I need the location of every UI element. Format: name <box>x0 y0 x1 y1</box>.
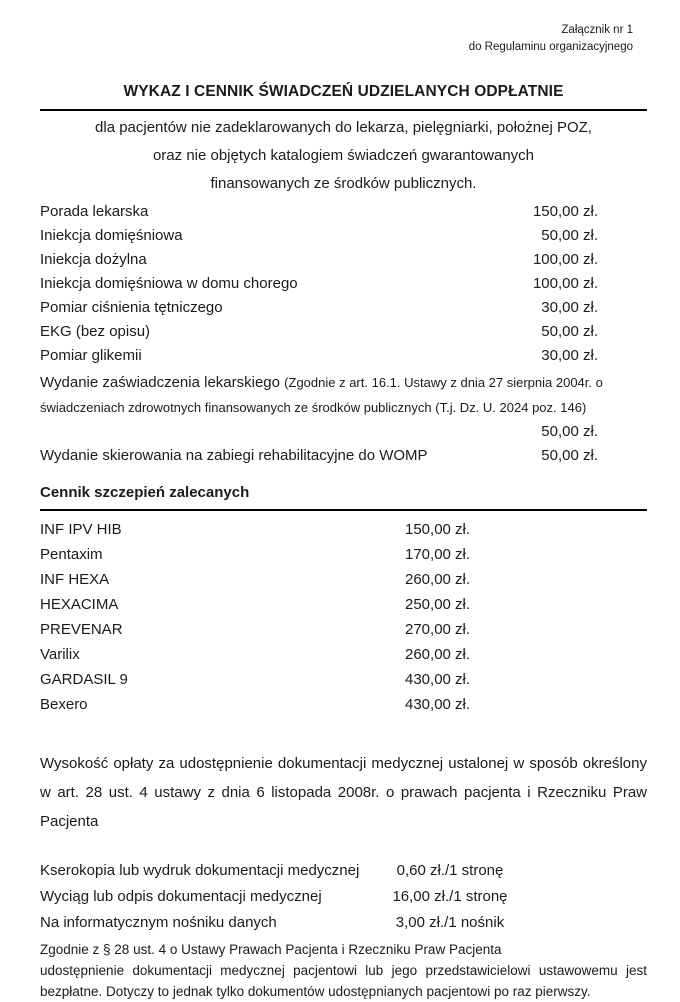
certificate-label: Wydanie zaświadczenia lekarskiego <box>40 374 280 391</box>
document-content <box>40 0 647 1002</box>
service-label: Iniekcja domięśniowa <box>40 227 183 244</box>
fee-price: 3,00 zł./1 nośnik <box>395 914 505 931</box>
service-price: 100,00 zł. <box>532 251 598 268</box>
vaccine-price: 170,00 zł. <box>405 546 471 563</box>
vaccine-row <box>40 692 647 717</box>
attachment-annotation <box>40 0 647 56</box>
vaccine-price: 150,00 zł. <box>405 521 471 538</box>
fee-row <box>40 858 647 884</box>
service-price: 30,00 zł. <box>541 299 598 316</box>
service-row <box>40 248 647 272</box>
vaccine-price: 430,00 zł. <box>405 696 471 713</box>
fee-label: Kserokopia lub wydruk dokumentacji medycznej <box>40 862 360 879</box>
document-subtitle <box>40 114 647 198</box>
referral-row <box>40 444 647 468</box>
vaccine-label: INF HEXA <box>40 571 110 588</box>
fee-row <box>40 884 647 910</box>
referral-label: Wydanie skierowania na zabiegi rehabilitacyjne do WOMP <box>40 447 428 464</box>
fee-price: 16,00 zł./1 stronę <box>392 888 508 905</box>
vaccine-row <box>40 667 647 692</box>
documentation-fee-paragraph: Wysokość opłaty za udostępnienie dokumentacji medycznej ustalonej w sposób określony w art. 28 ust. 4 ustawy z dnia 6 listopada 2008r. o prawach pacjenta i Rzeczniku Praw Pacjenta <box>40 755 647 830</box>
footnote-body: udostępnienie dokumentacji medycznej pacjentowi lub jego przedstawicielowi ustawowemu jest bezpłatne. Dotyczy to jednak tylko dokumentów udostępnianych pacjentowi po raz pierwszy. <box>40 963 647 999</box>
vaccine-label: GARDASIL 9 <box>40 671 128 688</box>
vaccine-label: Pentaxim <box>40 546 103 563</box>
certificate-entry <box>40 370 647 420</box>
document-title: WYKAZ I CENNIK ŚWIADCZEŃ UDZIELANYCH ODPŁATNIE <box>40 82 647 111</box>
service-price: 50,00 zł. <box>541 227 598 244</box>
service-label: Iniekcja domięśniowa w domu chorego <box>40 275 298 292</box>
subtitle-line: finansowanych ze środków publicznych. <box>210 175 477 192</box>
service-price: 150,00 zł. <box>532 203 598 220</box>
vaccine-price: 250,00 zł. <box>405 596 471 613</box>
service-label: Pomiar ciśnienia tętniczego <box>40 299 223 316</box>
vaccine-row <box>40 567 647 592</box>
vaccine-row <box>40 617 647 642</box>
subtitle-line: oraz nie objętych katalogiem świadczeń gwarantowanych <box>152 147 535 164</box>
referral-price: 50,00 zł. <box>541 447 598 464</box>
service-price: 50,00 zł. <box>541 323 598 340</box>
documentation-fee-list <box>40 858 647 936</box>
vaccine-row <box>40 542 647 567</box>
service-label: Porada lekarska <box>40 203 149 220</box>
fee-label: Na informatycznym nośniku danych <box>40 914 277 931</box>
certificate-price-line <box>40 420 647 444</box>
subtitle-line: dla pacjentów nie zadeklarowanych do lekarza, pielęgniarki, położnej POZ, <box>95 119 592 136</box>
service-row <box>40 272 647 296</box>
services-price-list <box>40 200 647 368</box>
service-label: Pomiar glikemii <box>40 347 142 364</box>
vaccine-label: Bexero <box>40 696 88 713</box>
vaccine-price: 260,00 zł. <box>405 646 471 663</box>
service-row <box>40 200 647 224</box>
footnote-reference-line: Zgodnie z § 28 ust. 4 o Ustawy Prawach Pacjenta i Rzeczniku Praw Pacjenta <box>40 942 502 957</box>
fee-label: Wyciąg lub odpis dokumentacji medycznej <box>40 888 322 905</box>
vaccine-label: HEXACIMA <box>40 596 119 613</box>
fee-price: 0,60 zł./1 stronę <box>396 862 504 879</box>
vaccine-row <box>40 592 647 617</box>
attachment-reference: do Regulaminu organizacyjnego <box>468 41 633 53</box>
vaccine-row <box>40 642 647 667</box>
certificate-legal-note: (Zgodnie z art. 16.1. Ustawy z dnia 27 sierpnia 2004r. o świadczeniach zdrowotnych finansowanych ze środków publicznych (T.j. Dz. U. 2024 poz. 146) <box>40 375 603 415</box>
fee-row <box>40 910 647 936</box>
service-price: 30,00 zł. <box>541 347 598 364</box>
vaccine-price: 430,00 zł. <box>405 671 471 688</box>
service-row <box>40 224 647 248</box>
vaccine-price: 260,00 zł. <box>405 571 471 588</box>
service-row <box>40 320 647 344</box>
vaccine-row <box>40 517 647 542</box>
vaccines-section-heading: Cennik szczepień zalecanych <box>40 483 647 511</box>
vaccine-price: 270,00 zł. <box>405 621 471 638</box>
service-row <box>40 296 647 320</box>
vaccine-label: Varilix <box>40 646 80 663</box>
service-label: EKG (bez opisu) <box>40 323 151 340</box>
vaccine-label: PREVENAR <box>40 621 123 638</box>
service-label: Iniekcja dożylna <box>40 251 147 268</box>
attachment-number: Załącznik nr 1 <box>561 24 633 36</box>
legal-footnote <box>40 939 647 1002</box>
vaccine-label: INF IPV HIB <box>40 521 122 538</box>
certificate-price: 50,00 zł. <box>541 423 598 440</box>
service-row <box>40 344 647 368</box>
service-price: 100,00 zł. <box>532 275 598 292</box>
vaccines-price-list <box>40 517 647 717</box>
